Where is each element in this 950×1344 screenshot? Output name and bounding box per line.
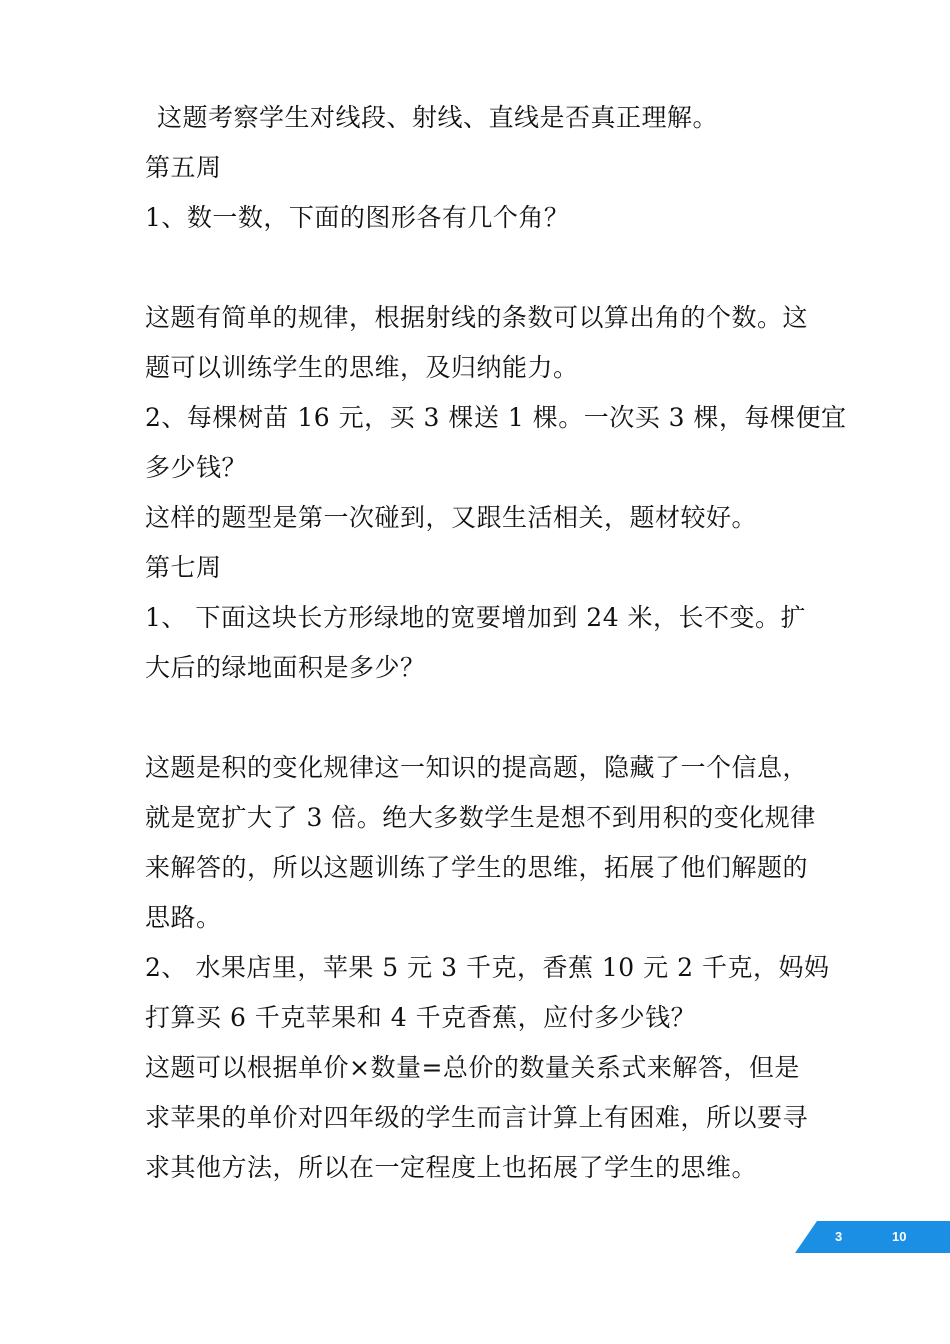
question-line: 1、 下面这块长方形绿地的宽要增加到 24 米，长不变。扩 — [145, 603, 807, 632]
paragraph-line: 思路。 — [145, 903, 222, 932]
question-line: 大后的绿地面积是多少？ — [145, 653, 426, 682]
question-line: 1、数一数，下面的图形各有几个角？ — [145, 203, 570, 232]
paragraph-line: 就是宽扩大了 3 倍。绝大多数学生是想不到用积的变化规律 — [145, 803, 816, 832]
paragraph-line: 来解答的，所以这题训练了学生的思维，拓展了他们解题的 — [145, 853, 809, 882]
question-line: 2、每棵树苗 16 元，买 3 棵送 1 棵。一次买 3 棵，每棵便宜 — [145, 403, 847, 432]
section-heading-week-7: 第七周 — [145, 553, 222, 582]
total-page-count: 10 — [892, 1229, 907, 1244]
paragraph-line: 题可以训练学生的思维，及归纳能力。 — [145, 353, 579, 382]
paragraph-line: 这题可以根据单价×数量=总价的数量关系式来解答，但是 — [145, 1053, 800, 1082]
page-number-footer — [795, 1221, 950, 1253]
paragraph-line: 这样的题型是第一次碰到，又跟生活相关，题材较好。 — [145, 503, 758, 532]
section-heading-week-5: 第五周 — [145, 153, 222, 182]
question-line: 多少钱？ — [145, 453, 248, 482]
question-line: 打算买 6 千克苹果和 4 千克香蕉，应付多少钱？ — [145, 1003, 697, 1032]
paragraph-line: 这题是积的变化规律这一知识的提高题，隐藏了一个信息， — [145, 753, 809, 782]
paragraph-line: 求苹果的单价对四年级的学生而言计算上有困难，所以要寻 — [145, 1103, 809, 1132]
paragraph-line: 这题有简单的规律，根据射线的条数可以算出角的个数。这 — [145, 303, 809, 332]
paragraph-line: 这题考察学生对线段、射线、直线是否真正理解。 — [157, 103, 719, 132]
current-page-number: 3 — [835, 1229, 843, 1244]
question-line: 2、 水果店里，苹果 5 元 3 千克，香蕉 10 元 2 千克，妈妈 — [145, 953, 830, 982]
paragraph-line: 求其他方法，所以在一定程度上也拓展了学生的思维。 — [145, 1153, 758, 1182]
footer-band-shape — [795, 1221, 950, 1253]
